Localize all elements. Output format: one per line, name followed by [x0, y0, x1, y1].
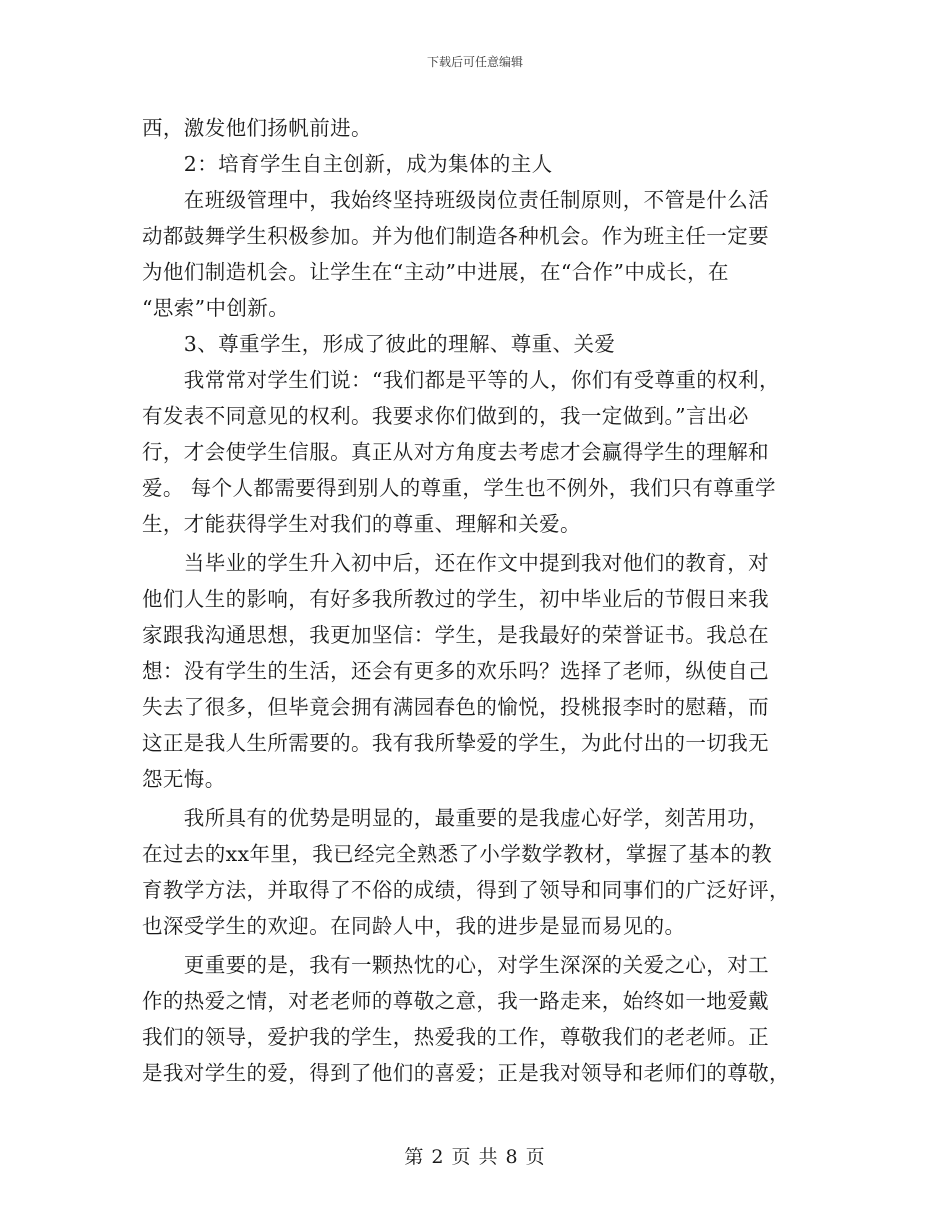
- body-line: 育教学方法，并取得了不俗的成绩，得到了领导和同事们的广泛好评，: [142, 878, 790, 902]
- body-line: “思索”中创新。: [142, 296, 290, 320]
- body-line: 他们人生的影响，有好多我所教过的学生，初中毕业后的节假日来我: [142, 587, 769, 611]
- body-line: 行，才会使学生信服。真正从对方角度去考虑才会赢得学生的理解和: [142, 440, 769, 464]
- body-line: 爱。 每个人都需要得到别人的尊重，学生也不例外，我们只有尊重学: [142, 476, 776, 500]
- body-line: 我所具有的优势是明显的，最重要的是我虚心好学，刻苦用功，: [142, 806, 769, 830]
- body-line: 这正是我人生所需要的。我有我所挚爱的学生，为此付出的一切我无: [142, 731, 769, 755]
- body-line: 是我对学生的爱，得到了他们的喜爱；正是我对领导和老师们的尊敬，: [142, 1061, 790, 1085]
- body-line: 家跟我沟通思想，我更加坚信：学生，是我最好的荣誉证书。我总在: [142, 623, 769, 647]
- body-line: 当毕业的学生升入初中后，还在作文中提到我对他们的教育，对: [142, 551, 769, 575]
- body-line: 我们的领导，爱护我的学生，热爱我的工作，尊敬我们的老老师。正: [142, 1025, 769, 1049]
- body-line: 西，激发他们扬帆前进。: [142, 116, 372, 140]
- body-line: 在班级管理中，我始终坚持班级岗位责任制原则，不管是什么活: [142, 188, 769, 212]
- body-line: 失去了很多，但毕竟会拥有满园春色的愉悦，投桃报李时的慰藉，而: [142, 695, 769, 719]
- body-line: 我常常对学生们说：“我们都是平等的人，你们有受尊重的权利，: [142, 368, 780, 392]
- body-line: 有发表不同意见的权利。我要求你们做到的，我一定做到。”言出必: [142, 404, 749, 428]
- section-heading: 3、尊重学生，形成了彼此的理解、尊重、关爱: [142, 332, 616, 356]
- document-body: [142, 110, 810, 1091]
- page-header: 下载后可任意编辑: [426, 55, 523, 69]
- body-line: 想：没有学生的生活，还会有更多的欢乐吗？选择了老师，纵使自己: [142, 659, 769, 683]
- body-line: 为他们制造机会。让学生在“主动”中进展，在“合作”中成长，在: [142, 260, 729, 284]
- page-number-footer: 第 2 页 共 8 页: [404, 1146, 546, 1168]
- body-line: 在过去的xx年里，我已经完全熟悉了小学数学教材，掌握了基本的教: [142, 842, 773, 866]
- body-line: 动都鼓舞学生积极参加。并为他们制造各种机会。作为班主任一定要: [142, 224, 769, 248]
- body-line: 也深受学生的欢迎。在同龄人中，我的进步是显而易见的。: [142, 914, 686, 938]
- body-line: 怨无悔。: [142, 767, 226, 791]
- section-heading: 2：培育学生自主创新，成为集体的主人: [142, 152, 553, 176]
- body-line: 生，才能获得学生对我们的尊重、理解和关爱。: [142, 512, 581, 536]
- body-line: 更重要的是，我有一颗热忱的心，对学生深深的关爱之心，对工: [142, 953, 769, 977]
- body-line: 作的热爱之情，对老老师的尊敬之意，我一路走来，始终如一地爱戴: [142, 989, 769, 1013]
